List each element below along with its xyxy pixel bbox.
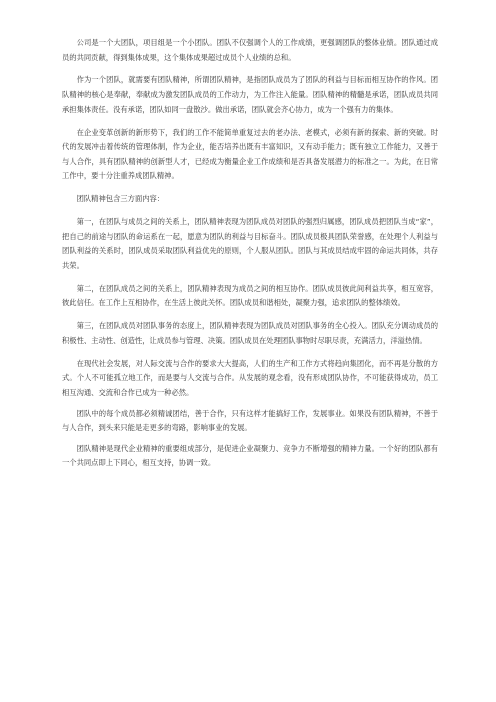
paragraph-aspect-two: 第二，在团队成员之间的关系上，团队精神表现为成员之间的相互协作。团队成员彼此间利益共享，相互宽容，彼此信任。在工作上互相协作，在生活上彼此关怀。团队成员和谐相处，凝聚力强，追求团队的整体绩效。 [62,283,438,308]
paragraph-unity: 团队中的每个成员都必须精诚团结，善于合作，只有这样才能搞好工作，发展事业。如果没有团队精神，不善于与人合作，到头来只能是走更多的弯路，影响事业的发展。 [62,408,438,433]
document-page [62,36,438,479]
paragraph-team-spirit-definition: 作为一个团队，就需要有团队精神，所谓团队精神，是指团队成员为了团队的利益与目标而相互协作的作风。团队精神的核心是奉献，奉献成为激发团队成员的工作动力，为工作注入能量。团队精神的精髓是承诺，团队成员共同承担集体责任。没有承诺，团队如同一盘散沙。做出承诺，团队就会齐心协力，成为一个强有力的集体。 [62,75,438,114]
paragraph-three-aspects-heading: 团队精神包含三方面内容： [76,194,165,204]
paragraph-aspect-one: 第一，在团队与成员之间的关系上，团队精神表现为团队成员对团队的强烈归属感，团队成员把团队当成“家”，把自己的前途与团队的命运系在一起，愿意为团队的利益与目标奋斗。团队成员极具团队荣誉感，在处理个人利益与团队利益的关系时，团队成员采取团队利益优先的原则，个人服从团队。团队与其成员结成牢固的命运共同体，共存共荣。 [62,217,438,270]
paragraph-conclusion: 团队精神是现代企业精神的重要组成部分，是促进企业凝聚力、竞争力不断增强的精神力量。一个好的团队都有一个共同点即上下同心，相互支持，协调一致。 [62,443,438,468]
paragraph-intro: 公司是一个大团队，项目组是一个小团队。团队不仅强调个人的工作成绩，更强调团队的整体业绩。团队通过成员的共同贡献，得到集体成果，这个集体成果超过成员个人业绩的总和。 [62,38,438,62]
paragraph-modern-society: 在现代社会发展，对人际交流与合作的要求大大提高，人们的生产和工作方式将趋向集团化，而不再是分散的方式。个人不可能孤立地工作，而是要与人交流与合作。从发展的观念看，没有形成团队协作，不可能获得成功，员工相互沟通、交流和合作已成为一种必然。 [62,358,438,397]
paragraph-innovation-context: 在企业变革创新的新形势下，我们的工作不能简单重复过去的老办法、老模式，必须有新的探索、新的突破。时代的发展冲击着传统的管理体制，作为企业，能否培养出既有丰富知识，又有动手能力；既有独立工作能力，又善于与人合作，具有团队精神的创新型人才，已经成为衡量企业工作成绩和是否具备发展潜力的标准之一。为此，在日常工作中，要十分注重养成团队精神。 [62,127,438,181]
paragraph-aspect-three: 第三，在团队成员对团队事务的态度上，团队精神表现为团队成员对团队事务的全心投入。团队充分调动成员的积极性、主动性、创造性，让成员参与管理、决策。团队成员在处理团队事物时尽职尽责，充满活力，洋溢热情。 [62,321,438,345]
